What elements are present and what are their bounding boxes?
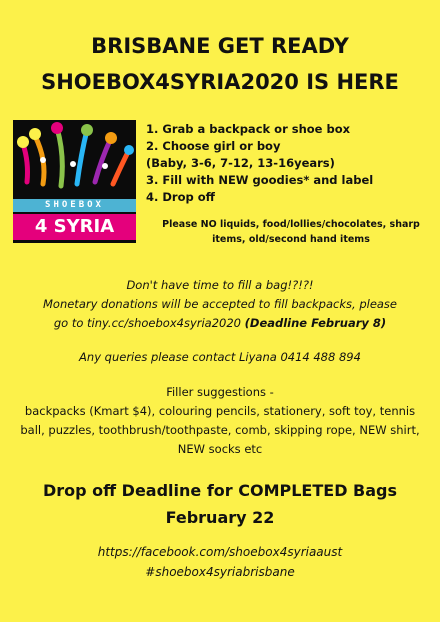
donation-line-1: Don't have time to fill a bag!?!?! [126, 278, 314, 292]
steps-list [146, 121, 436, 206]
step-item: 4. Drop off [146, 190, 215, 204]
logo-band [13, 199, 136, 212]
donation-deadline: (Deadline February 8) [244, 316, 387, 330]
step-item: (Baby, 3-6, 7-12, 13-16years) [146, 156, 335, 170]
shoebox4syria-logo [13, 120, 136, 243]
deadline-line-1: Drop off Deadline for COMPLETED Bags [42, 481, 398, 500]
dropoff-deadline [0, 477, 440, 531]
title-line-2: SHOEBOX4SYRIA2020 IS HERE [41, 70, 399, 94]
hashtag-text: #shoebox4syriabrisbane [145, 565, 295, 579]
step-item: 3. Fill with NEW goodies* and label [146, 173, 374, 187]
step-item: 1. Grab a backpack or shoe box [146, 122, 351, 136]
logo-band-text: SHOEBOX [45, 200, 104, 210]
step-item: 2. Choose girl or boy [146, 139, 281, 153]
donation-link[interactable]: go to tiny.cc/shoebox4syria2020 [53, 316, 241, 330]
links-section [20, 542, 420, 582]
contact-text: Any queries please contact Liyana 0414 488 894 [79, 350, 361, 364]
filler-text: backpacks (Kmart $4), colouring pencils, stationery, soft toy, tennis ball, puzzles, toothbrush/toothpaste, comb, skipping rope, NEW shirt, NEW socks etc [20, 404, 420, 456]
title-line-1: BRISBANE GET READY [91, 34, 349, 58]
donation-line-2: Monetary donations will be accepted to fill backpacks, please [42, 297, 398, 311]
donation-line-3 [20, 314, 420, 333]
poster-title [0, 28, 440, 100]
filler-heading: Filler suggestions - [166, 385, 274, 399]
hands-illustration [13, 120, 136, 200]
filler-section [20, 383, 420, 459]
logo-main-text: 4 SYRIA [13, 214, 136, 240]
facebook-link[interactable]: https://facebook.com/shoebox4syriaaust [97, 545, 343, 559]
donation-section [20, 276, 420, 333]
restrictions-note: Please NO liquids, food/lollies/chocolates, sharp items, old/second hand items [162, 219, 420, 245]
deadline-line-2: February 22 [165, 508, 275, 527]
